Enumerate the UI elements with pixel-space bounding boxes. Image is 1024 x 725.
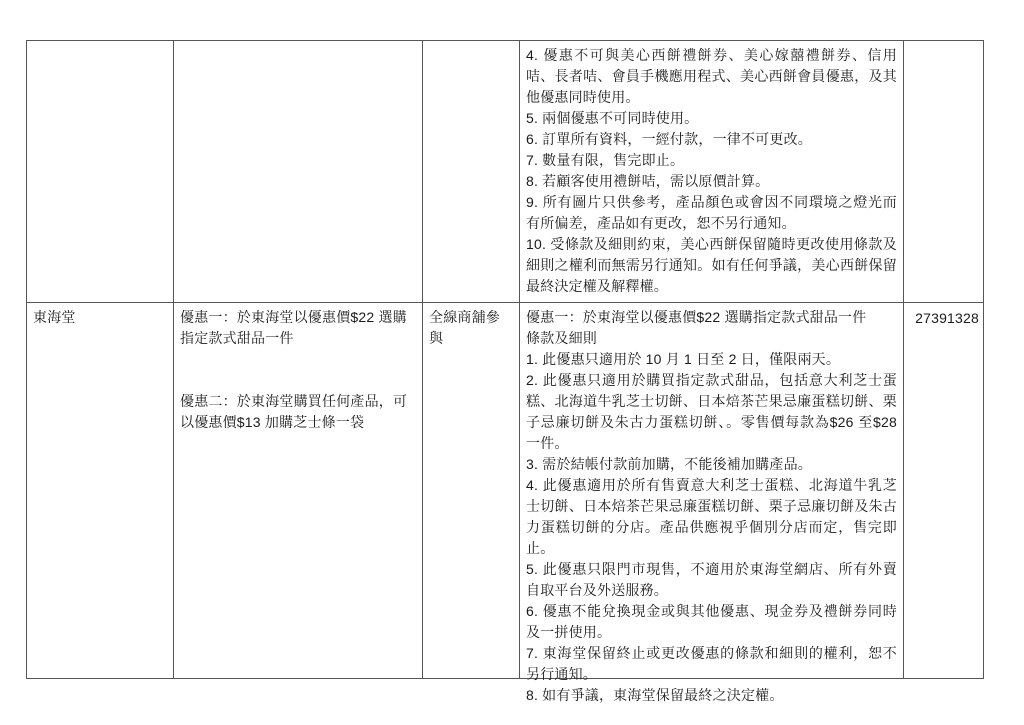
paragraph: 7. 東海堂保留終止或更改優惠的條款和細則的權利，恕不另行通知。 bbox=[526, 645, 897, 682]
paragraph: 條款及細則 bbox=[526, 330, 597, 346]
offers-table bbox=[26, 40, 984, 703]
paragraph bbox=[180, 370, 416, 391]
paragraph: 5. 此優惠只限門市現售，不適用於東海堂網店、所有外賣自取平台及外送服務。 bbox=[526, 561, 897, 598]
phone-cell-row1 bbox=[904, 41, 984, 303]
offer-cell-row1 bbox=[174, 41, 423, 303]
terms-cell-row1 bbox=[520, 41, 904, 303]
merchant-cell-row1 bbox=[27, 41, 174, 303]
paragraph: 9. 所有圖片只供參考，產品顏色或會因不同環境之燈光而有所偏差，產品如有更改，恕不另行通知。 bbox=[526, 194, 897, 231]
stores-cell-row2: 全線商舖參與 bbox=[423, 303, 520, 679]
stores-cell-row1 bbox=[423, 41, 520, 303]
paragraph: 4. 此優惠適用於所有售賣意大利芝士蛋糕、北海道牛乳芝士切餅、日本焙茶芒果忌廉蛋糕切餅、栗子忌廉切餅及朱古力蛋糕切餅的分店。產品供應視乎個別分店而定，售完即止。 bbox=[526, 477, 897, 556]
paragraph: 8. 如有爭議，東海堂保留最終之決定權。 bbox=[526, 687, 784, 703]
paragraph: 7. 數量有限，售完即止。 bbox=[526, 152, 685, 168]
offer-cell-row2 bbox=[174, 303, 423, 679]
terms-cell-row2 bbox=[520, 303, 904, 703]
paragraph: 優惠一：於東海堂以優惠價$22 選購指定款式甜品一件 bbox=[526, 309, 867, 325]
paragraph: 8. 若顧客使用禮餅咭，需以原價計算。 bbox=[526, 173, 770, 189]
paragraph: 4. 優惠不可與美心西餅禮餅券、美心嫁囍禮餅券、信用咭、長者咭、會員手機應用程式、美心西餅會員優惠，及其他優惠同時使用。 bbox=[526, 47, 897, 105]
paragraph: 2. 此優惠只適用於購買指定款式甜品，包括意大利芝士蛋糕、北海道牛乳芝士切餅、日本焙茶芒果忌廉蛋糕切餅、栗子忌廉切餅及朱古力蛋糕切餅、。零售價每款為$26 至$28 一件。 bbox=[526, 372, 897, 451]
phone-cell-row2: 27391328 bbox=[904, 303, 984, 679]
paragraph: 10. 受條款及細則約束，美心西餅保留隨時更改使用條款及細則之權利而無需另行通知。如有任何爭議，美心西餅保留最終決定權及解釋權。 bbox=[526, 236, 897, 294]
paragraph bbox=[180, 349, 416, 370]
paragraph: 優惠二：於東海堂購買任何產品，可以優惠價$13 加購芝士條一袋 bbox=[180, 393, 408, 430]
paragraph: 6. 優惠不能兌換現金或與其他優惠、現金券及禮餅券同時及一拼使用。 bbox=[526, 603, 897, 640]
paragraph: 3. 需於結帳付款前加購，不能後補加購產品。 bbox=[526, 456, 812, 472]
paragraph: 6. 訂單所有資料，一經付款，一律不可更改。 bbox=[526, 131, 812, 147]
paragraph: 5. 兩個優惠不可同時使用。 bbox=[526, 110, 699, 126]
paragraph: 優惠一：於東海堂以優惠價$22 選購指定款式甜品一件 bbox=[180, 309, 407, 346]
merchant-cell-row2: 東海堂 bbox=[27, 303, 174, 679]
paragraph: 1. 此優惠只適用於 10 月 1 日至 2 日，僅限兩天。 bbox=[526, 351, 841, 367]
